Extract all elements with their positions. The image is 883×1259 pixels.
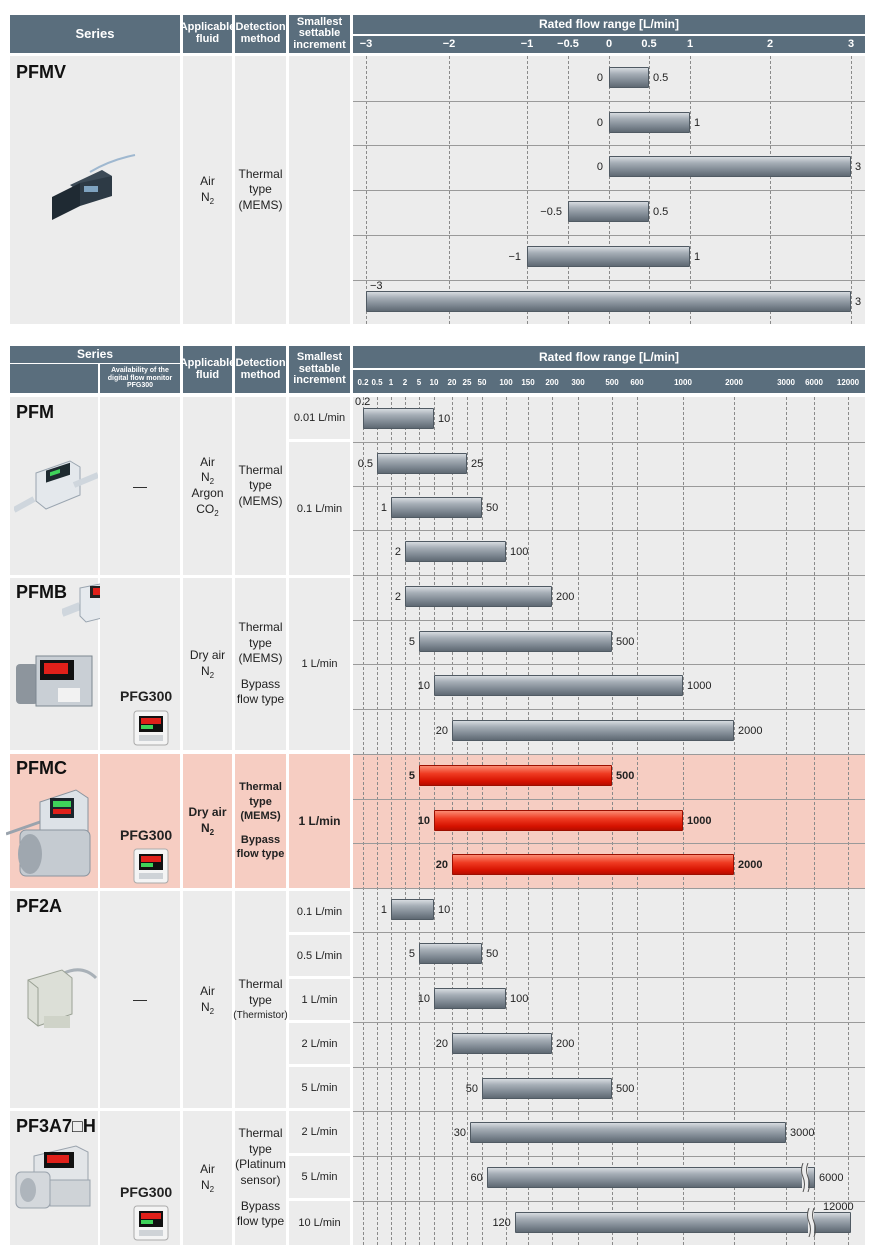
lower-range-max-label: 10 [438, 904, 451, 916]
pfmc-series-name: PFMC [16, 758, 67, 778]
lower-range-min-label: 20 [435, 725, 448, 737]
pf2a-increment-d: 2 L/min [289, 1023, 350, 1064]
lower-row-divider [353, 1201, 865, 1202]
lower-row-divider [353, 709, 865, 710]
lower-header-series: Series [10, 346, 180, 363]
lower-range-min-label: 60 [470, 1172, 483, 1184]
lower-range-max-label: 1000 [687, 815, 712, 827]
pf3a-availability-label: PFG300 [120, 1184, 173, 1200]
lower-range-max-label: 200 [556, 1038, 575, 1050]
pf2a-increment-b: 0.5 L/min [289, 935, 350, 976]
lower-range-min-label: 50 [465, 1083, 478, 1095]
pfmb-fluid-cell: Dry air $N_2$ [183, 578, 232, 750]
lower-range-bar [515, 1212, 851, 1233]
lower-axis-tick: 0.5 [371, 378, 383, 387]
upper-range-bar [568, 201, 649, 222]
lower-row-divider [353, 575, 865, 576]
lower-axis-tick: 150 [521, 378, 535, 387]
axis-break-mark [800, 1163, 812, 1192]
header-availability: Availability of the digital flow monitor PFG300 [100, 364, 180, 393]
lower-range-bar [419, 943, 482, 964]
lower-axis-tick: 2 [402, 378, 408, 387]
lower-range-min-label: 20 [435, 1038, 448, 1050]
lower-row-divider [353, 1156, 865, 1157]
lower-range-max-label: 2000 [738, 859, 763, 871]
upper-row-divider [353, 190, 865, 191]
lower-axis-tick: 1 [388, 378, 394, 387]
lower-range-min-label: 5 [408, 948, 415, 960]
header-method: Detection method [235, 15, 286, 53]
lower-axis-tick: 25 [462, 378, 472, 387]
pfmc-availability-label: PFG300 [120, 827, 173, 843]
lower-row-divider [353, 888, 865, 889]
pfmv-product-image [40, 150, 140, 230]
lower-gridline [848, 397, 849, 1245]
lower-range-min-label: 20 [435, 859, 448, 871]
lower-row-divider [353, 664, 865, 665]
pfmb-increment: 1 L/min [289, 578, 350, 750]
upper-axis-tick: −3 [359, 38, 373, 50]
lower-gridline [683, 397, 684, 1245]
lower-range-bar [419, 631, 612, 652]
pf2a-fluid-cell: Air $N_2$ [183, 891, 232, 1108]
pfmb-product-image-large [14, 650, 98, 712]
lower-range-max-label: 50 [486, 502, 499, 514]
upper-row-divider [353, 280, 865, 281]
lower-axis-tick: 10 [429, 378, 439, 387]
pf2a-increment-c: 1 L/min [289, 979, 350, 1020]
pfmb-monitor-image [133, 710, 169, 746]
lower-axis-tick: 1000 [674, 378, 692, 387]
upper-row-divider [353, 145, 865, 146]
lower-header-method: Detection method [235, 346, 286, 393]
upper-range-max-label: 1 [694, 117, 701, 129]
pfm-series-name: PFM [16, 402, 54, 422]
lower-axis-tick: 100 [499, 378, 513, 387]
lower-range-bar [419, 765, 612, 786]
pf3a-monitor-image [133, 1205, 169, 1241]
pfmc-monitor-image [133, 848, 169, 884]
pfmv-increment-cell [289, 56, 350, 324]
lower-range-max-label: 200 [556, 591, 575, 603]
pfmv-series-name: PFMV [16, 62, 67, 82]
lower-gridline [377, 397, 378, 1245]
upper-range-min-label: 0 [596, 117, 603, 129]
lower-range-bar [487, 1167, 815, 1188]
lower-row-divider [353, 799, 865, 800]
lower-range-bar [391, 899, 434, 920]
lower-range-bar [405, 586, 552, 607]
lower-range-bar [470, 1122, 786, 1143]
lower-row-divider [353, 442, 865, 443]
lower-axis-tick: 12000 [836, 378, 860, 387]
pfm-method-cell: Thermal type (MEMS) [235, 397, 286, 575]
lower-header-increment: Smallest settable increment [289, 346, 350, 393]
upper-axis-tick: −2 [442, 38, 456, 50]
lower-range-min-label: 0.2 [355, 396, 371, 408]
lower-row-divider [353, 1022, 865, 1023]
upper-row-divider [353, 235, 865, 236]
upper-range-max-label: 0.5 [653, 72, 669, 84]
upper-range-max-label: 3 [855, 296, 862, 308]
lower-row-divider [353, 1067, 865, 1068]
lower-axis-tick: 20 [447, 378, 457, 387]
lower-axis-tick: 5 [416, 378, 422, 387]
pf3a-increment-b: 5 L/min [289, 1156, 350, 1198]
lower-range-bar [391, 497, 482, 518]
upper-range-max-label: 1 [694, 251, 701, 263]
lower-range-max-label: 6000 [819, 1172, 844, 1184]
lower-range-min-label: 10 [417, 815, 430, 827]
lower-range-max-label: 500 [616, 770, 635, 782]
pfmc-method-cell: Thermal type (MEMS) Bypass flow type [235, 754, 286, 888]
header-series: Series [10, 15, 180, 53]
axis-break-mark [806, 1208, 818, 1237]
lower-range-max-label: 500 [616, 636, 635, 648]
lower-range-bar [434, 675, 683, 696]
lower-axis-tick: 0.2 [357, 378, 369, 387]
lower-gridline [405, 397, 406, 1245]
lower-row-divider [353, 620, 865, 621]
lower-axis-tick: 500 [605, 378, 619, 387]
upper-axis-tick: −0.5 [557, 38, 579, 50]
lower-range-bar [405, 541, 506, 562]
lower-row-divider [353, 530, 865, 531]
lower-range-max-label: 10 [438, 413, 451, 425]
lower-row-divider [353, 754, 865, 755]
pfmc-product-image [6, 782, 98, 882]
lower-range-min-label: 5 [408, 636, 415, 648]
pf2a-product-image [22, 960, 98, 1032]
lower-range-max-label: 12000 [823, 1201, 854, 1213]
upper-range-bar [527, 246, 690, 267]
upper-axis-tick: 2 [766, 38, 774, 50]
lower-row-divider [353, 486, 865, 487]
lower-range-bar [452, 854, 734, 875]
lower-range-bar [377, 453, 467, 474]
lower-row-divider [353, 1111, 865, 1112]
pfm-product-image [14, 455, 98, 525]
header-fluid: Applicable fluid [183, 15, 232, 53]
pfmc-increment: 1 L/min [289, 754, 350, 888]
lower-axis-tick: 200 [545, 378, 559, 387]
lower-gridline [814, 397, 815, 1245]
pfm-availability-cell: — [100, 397, 180, 575]
lower-row-divider [353, 977, 865, 978]
lower-axis-tick: 50 [477, 378, 487, 387]
lower-range-bar [363, 408, 434, 429]
lower-gridline [391, 397, 392, 1245]
upper-range-min-label: −1 [508, 251, 521, 263]
pf3a-increment-a: 2 L/min [289, 1111, 350, 1153]
lower-range-bar [452, 1033, 552, 1054]
lower-header-rated-flow: Rated flow range [L/min] [353, 346, 865, 368]
pfmc-fluid-cell: Dry air $N_2$ [183, 754, 232, 888]
pfm-increment-b: 0.1 L/min [289, 442, 350, 575]
pf3a-increment-c: 10 L/min [289, 1201, 350, 1245]
header-increment: Smallest settable increment [289, 15, 350, 53]
pfmb-series-name: PFMB [16, 582, 67, 602]
lower-range-min-label: 2 [394, 546, 401, 558]
lower-header-series-blank [10, 364, 98, 393]
lower-row-divider [353, 843, 865, 844]
upper-range-min-label: −3 [370, 280, 383, 292]
pf2a-series-name: PF2A [16, 896, 63, 916]
pf2a-increment-a: 0.1 L/min [289, 891, 350, 932]
pfm-increment-a: 0.01 L/min [289, 397, 350, 439]
lower-gridline [363, 397, 364, 1245]
header-rated-flow: Rated flow range [L/min] [353, 15, 865, 34]
upper-range-max-label: 0.5 [653, 206, 669, 218]
lower-axis-tick: 300 [571, 378, 585, 387]
pf2a-increment-e: 5 L/min [289, 1067, 350, 1108]
lower-range-bar [482, 1078, 612, 1099]
pfmv-method-cell: Thermal type (MEMS) [235, 56, 286, 324]
pfmv-fluid-cell: Air $N_2$ [183, 56, 232, 324]
upper-range-bar [366, 291, 851, 312]
lower-axis-tick: 600 [630, 378, 644, 387]
pf3a-product-image [14, 1142, 98, 1212]
upper-axis-tick: 3 [847, 38, 855, 50]
upper-axis-tick: 1 [686, 38, 694, 50]
lower-range-min-label: 10 [417, 680, 430, 692]
pf3a-series-name: PF3A7□H [16, 1116, 96, 1136]
pfm-fluid-cell: Air $N_2$ Argon $CO_2$ [183, 397, 232, 575]
lower-range-min-label: 120 [492, 1217, 511, 1229]
lower-range-bar [452, 720, 734, 741]
lower-axis-tick: 2000 [725, 378, 743, 387]
pfmb-method-cell: Thermal type (MEMS) Bypass flow type [235, 578, 286, 750]
lower-range-min-label: 1 [380, 502, 387, 514]
pf3a-fluid-cell: Air $N_2$ [183, 1111, 232, 1245]
lower-header-fluid: Applicable fluid [183, 346, 232, 393]
lower-axis-tick: 6000 [805, 378, 823, 387]
upper-range-min-label: 0 [596, 161, 603, 173]
lower-range-min-label: 30 [453, 1127, 466, 1139]
upper-range-bar [609, 67, 649, 88]
lower-range-min-label: 5 [408, 770, 415, 782]
lower-range-min-label: 2 [394, 591, 401, 603]
upper-range-bar [609, 156, 851, 177]
pf2a-method-cell: Thermal type (Thermistor) [235, 891, 286, 1108]
upper-axis-tick: 0 [605, 38, 613, 50]
lower-range-max-label: 100 [510, 546, 529, 558]
pf3a-method-cell: Thermal type (Platinum sensor) Bypass flow type [235, 1111, 286, 1245]
lower-range-max-label: 500 [616, 1083, 635, 1095]
pf2a-availability-cell: — [100, 891, 180, 1108]
lower-range-max-label: 2000 [738, 725, 763, 737]
upper-range-min-label: −0.5 [540, 206, 562, 218]
upper-range-max-label: 3 [855, 161, 862, 173]
lower-range-max-label: 3000 [790, 1127, 815, 1139]
pfmb-availability-label: PFG300 [120, 688, 173, 704]
upper-row-divider [353, 101, 865, 102]
upper-range-bar [609, 112, 690, 133]
lower-row-divider [353, 932, 865, 933]
upper-axis-tick: 0.5 [641, 38, 657, 50]
lower-axis-tick: 3000 [777, 378, 795, 387]
lower-range-min-label: 1 [380, 904, 387, 916]
lower-range-bar [434, 810, 683, 831]
lower-range-bar [434, 988, 506, 1009]
upper-axis-tick: −1 [520, 38, 534, 50]
lower-gridline [786, 397, 787, 1245]
lower-gridline [734, 397, 735, 1245]
lower-range-max-label: 25 [471, 458, 484, 470]
lower-range-min-label: 0.5 [357, 458, 373, 470]
upper-range-min-label: 0 [596, 72, 603, 84]
lower-range-max-label: 1000 [687, 680, 712, 692]
lower-range-max-label: 100 [510, 993, 529, 1005]
lower-range-max-label: 50 [486, 948, 499, 960]
lower-range-min-label: 10 [417, 993, 430, 1005]
